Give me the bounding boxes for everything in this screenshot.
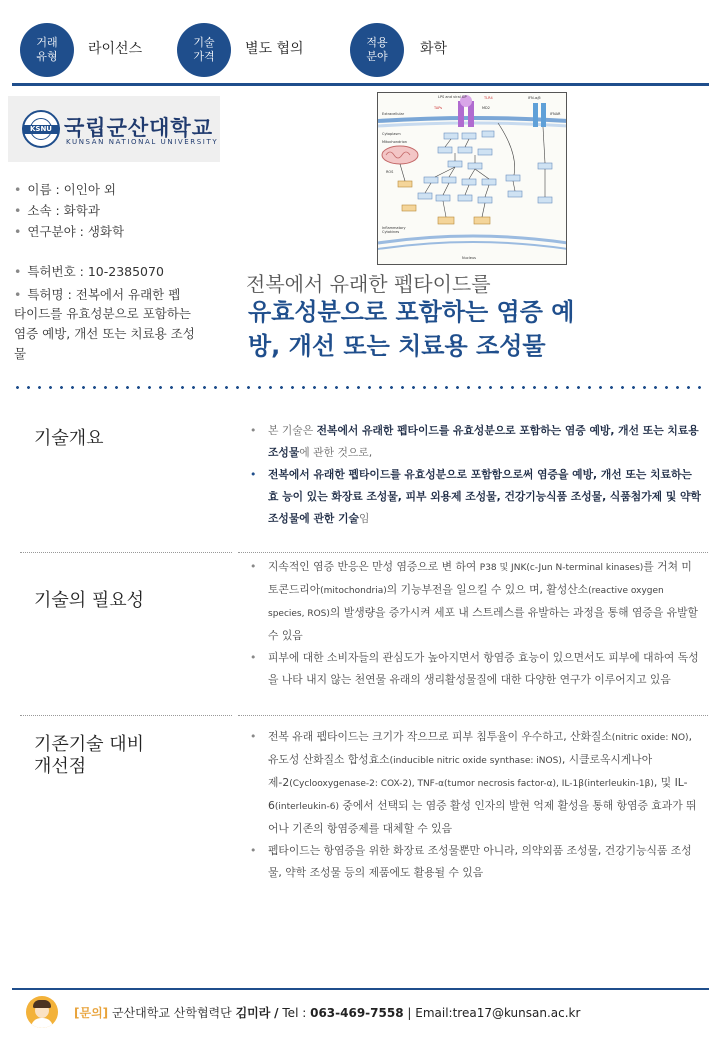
- application-field-value: 화학: [420, 41, 448, 57]
- contact-tel-label: Tel :: [282, 1006, 307, 1020]
- contact-tag: [문의]: [74, 1006, 109, 1020]
- improvement-p2: 펩타이드는 항염증을 위한 화장료 조성물뿐만 아니라, 의약외품 조성물, 건강기능식품 조성물, 약학 조성물 등의 제품에도 활용될 수 있음: [268, 844, 692, 879]
- section-separator: [238, 552, 708, 553]
- contact-email[interactable]: | Email:trea17@kunsan.ac.kr: [407, 1006, 581, 1020]
- deal-type-badge: [20, 23, 74, 77]
- svg-text:TLR4: TLR4: [484, 96, 493, 100]
- bullet-dot: •: [250, 651, 257, 664]
- necessity-p1-s2: (mitochondria): [320, 586, 387, 596]
- profile-name-text: 이름 : 이인아 외: [27, 182, 116, 197]
- overview-point-1: [250, 420, 702, 464]
- patent-name: [14, 285, 180, 305]
- improvement-p1-d: , 및 IL-6: [268, 776, 688, 812]
- deal-type-value: 라이선스: [88, 41, 143, 57]
- necessity-p1-d: 의 발생량을 증가시켜 세포 내 스트레스를 유발하는 과정을 통해 염증을 유발할 수 있음: [268, 606, 698, 642]
- overview-p2-b: 전복에서 유래한 펩타이드를 유효성분으로 포함함으로써 염증을 예방, 개선 또는 치료하는 효 능이 있는 화장료 조성물, 피부 외용제 조성물, 건강기능식품 조성물, 식품첨가제 및 약학 조성물에 관한 기술: [268, 468, 701, 525]
- bullet-dot: •: [250, 424, 257, 437]
- overview-title: 기술개요: [34, 428, 104, 449]
- improvement-title-line2: 개선점: [34, 756, 87, 777]
- university-seal-icon: [22, 110, 60, 148]
- svg-text:ROS: ROS: [386, 170, 394, 174]
- improvement-title-line1: 기존기술 대비: [34, 734, 145, 755]
- svg-text:IFN-α/β: IFN-α/β: [528, 96, 541, 100]
- svg-text:Mitochondrion: Mitochondrion: [382, 140, 408, 144]
- svg-text:MD2: MD2: [482, 106, 490, 110]
- pathway-diagram: [378, 93, 567, 265]
- svg-text:LPS and viral GP: LPS and viral GP: [438, 95, 467, 99]
- university-logo: [8, 96, 220, 162]
- improvement-point-1: [250, 726, 702, 840]
- profile-dept-text: 소속 : 화학과: [27, 203, 100, 218]
- patent-name-line2: 타이드를 유효성분으로 포함하는: [14, 306, 191, 321]
- contact-person: 김미라: [235, 1006, 271, 1020]
- avatar-body: [31, 1018, 53, 1028]
- header-rule: [12, 83, 709, 86]
- bullet-dot: •: [14, 182, 22, 197]
- improvement-p1-s4: (interleukin-6): [274, 802, 339, 812]
- deal-type-badge-text: 거래 유형: [36, 36, 58, 63]
- title-main: [248, 295, 708, 363]
- improvement-p1-s2: (inducible nitric oxide synthase: iNOS): [389, 756, 562, 766]
- contact-tel: 063-469-7558: [310, 1006, 404, 1020]
- improvement-p1-b: , 유도성 산화질소 합성효소: [268, 730, 692, 766]
- bullet-dot: •: [250, 468, 257, 481]
- svg-text:Cytokines: Cytokines: [382, 230, 400, 234]
- profile-field: [14, 222, 124, 242]
- patent-name-line4: 물: [14, 346, 27, 361]
- bullet-dot: •: [14, 264, 22, 279]
- application-field-badge: [350, 23, 404, 77]
- necessity-p1-c: 의 기능부전을 일으킬 수 있으 며, 활성산소: [386, 583, 589, 596]
- bullet-dot: •: [250, 730, 257, 743]
- tech-price-badge: [177, 23, 231, 77]
- bullet-dot: •: [250, 844, 257, 857]
- application-field-badge-text: 적용 분야: [366, 36, 388, 63]
- tech-price-badge-text: 기술 가격: [193, 36, 215, 63]
- signaling-pathway-figure: [377, 92, 567, 265]
- bullet-dot: •: [250, 560, 257, 573]
- necessity-point-1: [250, 556, 702, 647]
- profile-name: [14, 180, 116, 200]
- svg-text:Extracellular: Extracellular: [382, 112, 405, 116]
- tech-price-value: 별도 협의: [245, 41, 304, 57]
- contact-org: 군산대학교 산학협력단: [111, 1006, 232, 1020]
- overview-p1-b: 전복에서 유래한 펩타이드를 유효성분으로 포함하는 염증 예방, 개선 또는 치료용 조성물: [268, 424, 699, 459]
- svg-text:Cytoplasm: Cytoplasm: [382, 132, 401, 136]
- improvement-title: [34, 734, 144, 778]
- title-main-line2: 방, 개선 또는 치료용 조성물: [248, 332, 546, 360]
- deal-header: [0, 0, 720, 90]
- profile-field-text: 연구분야 : 생화학: [27, 224, 125, 239]
- section-separator: [20, 552, 232, 553]
- improvement-body: [250, 726, 702, 884]
- title-main-line1: 유효성분으로 포함하는 염증 예: [248, 298, 575, 326]
- seal-text: KSNU: [24, 125, 58, 134]
- improvement-p1-a: 전복 유래 펩타이드는 크기가 작으므로 피부 침투율이 우수하고, 산화질소: [268, 730, 612, 743]
- title-subline: 전복에서 유래한 펩타이드를: [246, 272, 491, 296]
- improvement-p1-c: , 시클로옥시게나아제-2: [268, 753, 653, 789]
- necessity-p1-a: 지속적인 염증 반응은 만성 염증으로 변 하여: [268, 560, 480, 573]
- bullet-dot: •: [14, 203, 22, 218]
- university-name-en: KUNSAN NATIONAL UNIVERSITY: [66, 138, 219, 146]
- footer-rule: [12, 988, 709, 990]
- contact-person-avatar-icon: [26, 996, 58, 1028]
- section-separator: [20, 715, 232, 716]
- svg-text:IFNAR: IFNAR: [550, 112, 561, 116]
- contact-info: [74, 1004, 580, 1021]
- necessity-p1-s3: (reactive oxygen species, ROS): [268, 586, 664, 619]
- patent-number-text: 특허번호 : 10-2385070: [27, 264, 164, 279]
- necessity-point-2: [250, 647, 702, 691]
- necessity-p2: 피부에 대한 소비자들의 관심도가 높아지면서 항염증 효능이 있으면서도 피부에 대하여 독성을 나타 내지 않는 천연물 유래의 생리활성물질에 대한 다양한 연구가 이루어지고 있음: [268, 651, 699, 686]
- profile-dept: [14, 201, 100, 221]
- section-separator: [238, 715, 708, 716]
- overview-p2-c: 임: [358, 512, 370, 525]
- overview-point-2: [250, 464, 702, 530]
- overview-p1-c: 에 관한 것으로,: [299, 446, 373, 459]
- contact-slash: /: [274, 1006, 279, 1020]
- necessity-p1-b: 를 거쳐 미토콘드리아: [268, 560, 692, 596]
- overview-body: [250, 420, 702, 530]
- improvement-point-2: [250, 840, 702, 884]
- svg-text:TAPs: TAPs: [434, 106, 443, 110]
- patent-number: [14, 262, 164, 282]
- patent-name-line3: 염증 예방, 개선 또는 치료용 조성: [14, 326, 195, 341]
- svg-text:Inflammatory: Inflammatory: [382, 226, 406, 230]
- patent-name-line1: 특허명 : 전복에서 유래한 펩: [27, 287, 181, 302]
- svg-text:Nucleus: Nucleus: [462, 256, 476, 260]
- avatar-hair: [33, 1000, 51, 1008]
- bullet-dot: •: [14, 224, 22, 239]
- dotted-divider: [12, 386, 709, 389]
- necessity-title: 기술의 필요성: [34, 590, 145, 611]
- improvement-p1-e: 중에서 선택되 는 염증 활성 인자의 발현 억제 활성을 통해 항염증 효과가 뛰어나 기존의 항염증제를 대체할 수 있음: [268, 799, 697, 835]
- improvement-p1-s3: (Cyclooxygenase-2: COX-2), TNF-α(tumor necrosis factor-α), IL-1β(interleukin-1β): [289, 779, 654, 789]
- university-name-kr: 국립군산대학교: [64, 116, 214, 140]
- necessity-p1-s1: P38 및 JNK(c-Jun N-terminal kinases): [479, 563, 644, 573]
- improvement-p1-s1: (nitric oxide: NO): [611, 733, 689, 743]
- overview-p1-a: 본 기술은: [268, 424, 317, 437]
- necessity-body: [250, 556, 702, 691]
- bullet-dot: •: [14, 287, 22, 302]
